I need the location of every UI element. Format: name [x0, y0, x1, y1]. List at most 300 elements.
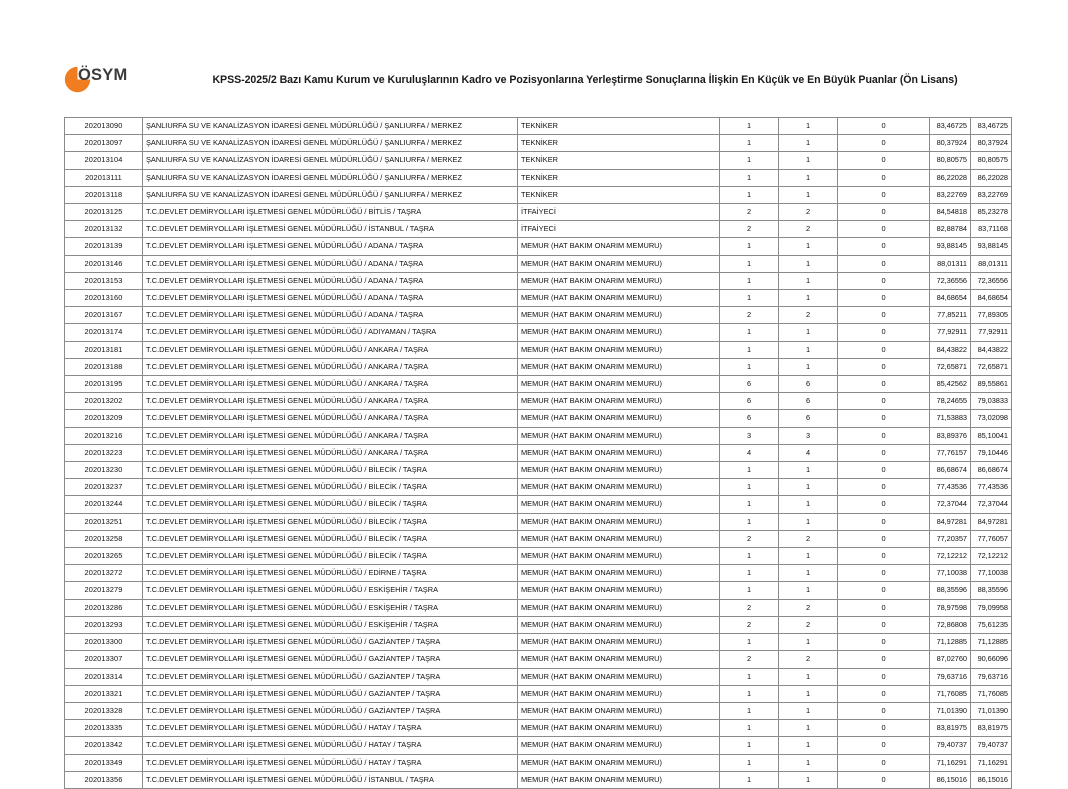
cell-yerlesen: 1: [779, 565, 838, 582]
cell-en-buyuk-puan: 79,09958: [971, 599, 1012, 616]
cell-yerlesen: 3: [779, 427, 838, 444]
cell-kurum: T.C.DEVLET DEMİRYOLLARI İŞLETMESİ GENEL MÜDÜRLÜĞÜ / BİLECİK / TAŞRA: [143, 530, 518, 547]
cell-kod: 202013216: [65, 427, 143, 444]
document-header: [0, 56, 1068, 106]
cell-kontenjan: 6: [720, 410, 779, 427]
cell-kontenjan: 4: [720, 444, 779, 461]
cell-bos: 0: [838, 324, 930, 341]
cell-unvan: MEMUR (HAT BAKIM ONARIM MEMURU): [518, 496, 720, 513]
cell-yerlesen: 1: [779, 135, 838, 152]
cell-bos: 0: [838, 685, 930, 702]
table-row: [65, 186, 1012, 203]
results-table-body: [65, 118, 1012, 789]
cell-unvan: MEMUR (HAT BAKIM ONARIM MEMURU): [518, 376, 720, 393]
cell-kurum: T.C.DEVLET DEMİRYOLLARI İŞLETMESİ GENEL MÜDÜRLÜĞÜ / ANKARA / TAŞRA: [143, 376, 518, 393]
cell-en-buyuk-puan: 88,01311: [971, 255, 1012, 272]
cell-bos: 0: [838, 634, 930, 651]
cell-en-kucuk-puan: 71,16291: [930, 754, 971, 771]
cell-kontenjan: 1: [720, 152, 779, 169]
cell-en-buyuk-puan: 77,89305: [971, 307, 1012, 324]
cell-yerlesen: 1: [779, 668, 838, 685]
table-row: [65, 599, 1012, 616]
table-row: [65, 565, 1012, 582]
cell-en-buyuk-puan: 72,36556: [971, 272, 1012, 289]
cell-kod: 202013314: [65, 668, 143, 685]
cell-unvan: TEKNİKER: [518, 135, 720, 152]
cell-unvan: İTFAİYECİ: [518, 221, 720, 238]
table-row: [65, 324, 1012, 341]
cell-en-buyuk-puan: 72,37044: [971, 496, 1012, 513]
cell-kurum: ŞANLIURFA SU VE KANALİZASYON İDARESİ GENEL MÜDÜRLÜĞÜ / ŞANLIURFA / MERKEZ: [143, 169, 518, 186]
cell-unvan: MEMUR (HAT BAKIM ONARIM MEMURU): [518, 771, 720, 788]
cell-unvan: MEMUR (HAT BAKIM ONARIM MEMURU): [518, 462, 720, 479]
cell-kurum: T.C.DEVLET DEMİRYOLLARI İŞLETMESİ GENEL MÜDÜRLÜĞÜ / ANKARA / TAŞRA: [143, 410, 518, 427]
table-row: [65, 255, 1012, 272]
cell-kod: 202013237: [65, 479, 143, 496]
cell-kod: 202013146: [65, 255, 143, 272]
cell-unvan: TEKNİKER: [518, 152, 720, 169]
cell-yerlesen: 1: [779, 702, 838, 719]
cell-kod: 202013174: [65, 324, 143, 341]
cell-unvan: TEKNİKER: [518, 169, 720, 186]
cell-yerlesen: 1: [779, 754, 838, 771]
cell-kurum: T.C.DEVLET DEMİRYOLLARI İŞLETMESİ GENEL MÜDÜRLÜĞÜ / GAZİANTEP / TAŞRA: [143, 634, 518, 651]
table-row: [65, 376, 1012, 393]
cell-en-kucuk-puan: 77,43536: [930, 479, 971, 496]
cell-kurum: T.C.DEVLET DEMİRYOLLARI İŞLETMESİ GENEL MÜDÜRLÜĞÜ / ANKARA / TAŞRA: [143, 444, 518, 461]
cell-yerlesen: 4: [779, 444, 838, 461]
cell-en-kucuk-puan: 86,68674: [930, 462, 971, 479]
cell-kod: 202013335: [65, 720, 143, 737]
cell-kurum: T.C.DEVLET DEMİRYOLLARI İŞLETMESİ GENEL MÜDÜRLÜĞÜ / HATAY / TAŞRA: [143, 737, 518, 754]
cell-en-buyuk-puan: 79,03833: [971, 393, 1012, 410]
cell-unvan: MEMUR (HAT BAKIM ONARIM MEMURU): [518, 737, 720, 754]
cell-kod: 202013230: [65, 462, 143, 479]
cell-kontenjan: 1: [720, 754, 779, 771]
cell-yerlesen: 1: [779, 513, 838, 530]
cell-kurum: T.C.DEVLET DEMİRYOLLARI İŞLETMESİ GENEL MÜDÜRLÜĞÜ / GAZİANTEP / TAŞRA: [143, 668, 518, 685]
cell-kod: 202013090: [65, 118, 143, 135]
cell-kontenjan: 1: [720, 479, 779, 496]
cell-bos: 0: [838, 668, 930, 685]
table-row: [65, 496, 1012, 513]
cell-en-kucuk-puan: 71,12885: [930, 634, 971, 651]
cell-en-kucuk-puan: 87,02760: [930, 651, 971, 668]
cell-kod: 202013167: [65, 307, 143, 324]
cell-bos: 0: [838, 616, 930, 633]
cell-kod: 202013349: [65, 754, 143, 771]
cell-kontenjan: 1: [720, 358, 779, 375]
cell-kod: 202013118: [65, 186, 143, 203]
cell-en-kucuk-puan: 80,80575: [930, 152, 971, 169]
cell-en-kucuk-puan: 77,92911: [930, 324, 971, 341]
cell-kod: 202013328: [65, 702, 143, 719]
cell-kod: 202013223: [65, 444, 143, 461]
cell-en-kucuk-puan: 86,15016: [930, 771, 971, 788]
cell-kod: 202013265: [65, 548, 143, 565]
cell-en-buyuk-puan: 83,22769: [971, 186, 1012, 203]
cell-kod: 202013111: [65, 169, 143, 186]
cell-yerlesen: 2: [779, 616, 838, 633]
cell-kod: 202013244: [65, 496, 143, 513]
cell-kurum: T.C.DEVLET DEMİRYOLLARI İŞLETMESİ GENEL MÜDÜRLÜĞÜ / ANKARA / TAŞRA: [143, 393, 518, 410]
cell-en-kucuk-puan: 85,42562: [930, 376, 971, 393]
cell-kod: 202013307: [65, 651, 143, 668]
cell-kontenjan: 1: [720, 702, 779, 719]
cell-en-kucuk-puan: 71,53883: [930, 410, 971, 427]
cell-kurum: T.C.DEVLET DEMİRYOLLARI İŞLETMESİ GENEL MÜDÜRLÜĞÜ / BİLECİK / TAŞRA: [143, 462, 518, 479]
cell-kontenjan: 1: [720, 737, 779, 754]
cell-unvan: TEKNİKER: [518, 118, 720, 135]
cell-en-buyuk-puan: 77,43536: [971, 479, 1012, 496]
cell-en-kucuk-puan: 86,22028: [930, 169, 971, 186]
cell-kurum: T.C.DEVLET DEMİRYOLLARI İŞLETMESİ GENEL MÜDÜRLÜĞÜ / HATAY / TAŞRA: [143, 720, 518, 737]
table-row: [65, 221, 1012, 238]
cell-kontenjan: 1: [720, 118, 779, 135]
table-row: [65, 548, 1012, 565]
cell-bos: 0: [838, 307, 930, 324]
cell-bos: 0: [838, 358, 930, 375]
cell-bos: 0: [838, 376, 930, 393]
cell-yerlesen: 1: [779, 634, 838, 651]
cell-en-kucuk-puan: 71,76085: [930, 685, 971, 702]
cell-yerlesen: 2: [779, 204, 838, 221]
table-row: [65, 444, 1012, 461]
cell-en-buyuk-puan: 84,97281: [971, 513, 1012, 530]
cell-en-buyuk-puan: 90,66096: [971, 651, 1012, 668]
cell-kurum: T.C.DEVLET DEMİRYOLLARI İŞLETMESİ GENEL MÜDÜRLÜĞÜ / ESKİŞEHİR / TAŞRA: [143, 582, 518, 599]
cell-kontenjan: 2: [720, 651, 779, 668]
cell-bos: 0: [838, 255, 930, 272]
cell-kontenjan: 1: [720, 290, 779, 307]
cell-kod: 202013104: [65, 152, 143, 169]
cell-en-buyuk-puan: 86,22028: [971, 169, 1012, 186]
cell-kontenjan: 1: [720, 169, 779, 186]
cell-kod: 202013202: [65, 393, 143, 410]
cell-yerlesen: 1: [779, 238, 838, 255]
cell-unvan: MEMUR (HAT BAKIM ONARIM MEMURU): [518, 358, 720, 375]
cell-unvan: MEMUR (HAT BAKIM ONARIM MEMURU): [518, 548, 720, 565]
table-row: [65, 427, 1012, 444]
cell-kurum: T.C.DEVLET DEMİRYOLLARI İŞLETMESİ GENEL MÜDÜRLÜĞÜ / ADANA / TAŞRA: [143, 307, 518, 324]
table-row: [65, 118, 1012, 135]
cell-bos: 0: [838, 204, 930, 221]
cell-bos: 0: [838, 341, 930, 358]
cell-bos: 0: [838, 393, 930, 410]
cell-bos: 0: [838, 290, 930, 307]
cell-unvan: MEMUR (HAT BAKIM ONARIM MEMURU): [518, 720, 720, 737]
cell-yerlesen: 2: [779, 221, 838, 238]
cell-kurum: T.C.DEVLET DEMİRYOLLARI İŞLETMESİ GENEL MÜDÜRLÜĞÜ / BİLECİK / TAŞRA: [143, 479, 518, 496]
cell-kod: 202013300: [65, 634, 143, 651]
cell-kod: 202013321: [65, 685, 143, 702]
cell-kurum: ŞANLIURFA SU VE KANALİZASYON İDARESİ GENEL MÜDÜRLÜĞÜ / ŞANLIURFA / MERKEZ: [143, 118, 518, 135]
cell-en-buyuk-puan: 84,68654: [971, 290, 1012, 307]
cell-yerlesen: 1: [779, 496, 838, 513]
cell-yerlesen: 1: [779, 169, 838, 186]
cell-unvan: MEMUR (HAT BAKIM ONARIM MEMURU): [518, 634, 720, 651]
table-row: [65, 685, 1012, 702]
cell-kontenjan: 1: [720, 496, 779, 513]
cell-bos: 0: [838, 118, 930, 135]
cell-kod: 202013356: [65, 771, 143, 788]
osym-logo-text: ÖSYM: [78, 66, 128, 84]
cell-en-buyuk-puan: 77,92911: [971, 324, 1012, 341]
table-row: [65, 135, 1012, 152]
cell-yerlesen: 1: [779, 186, 838, 203]
cell-kod: 202013097: [65, 135, 143, 152]
cell-kod: 202013125: [65, 204, 143, 221]
cell-en-buyuk-puan: 72,12212: [971, 548, 1012, 565]
cell-yerlesen: 1: [779, 479, 838, 496]
cell-kurum: T.C.DEVLET DEMİRYOLLARI İŞLETMESİ GENEL MÜDÜRLÜĞÜ / BİLECİK / TAŞRA: [143, 496, 518, 513]
cell-kod: 202013153: [65, 272, 143, 289]
cell-kontenjan: 1: [720, 255, 779, 272]
table-row: [65, 737, 1012, 754]
cell-kontenjan: 3: [720, 427, 779, 444]
cell-kod: 202013132: [65, 221, 143, 238]
cell-kurum: T.C.DEVLET DEMİRYOLLARI İŞLETMESİ GENEL MÜDÜRLÜĞÜ / HATAY / TAŞRA: [143, 754, 518, 771]
cell-en-buyuk-puan: 71,16291: [971, 754, 1012, 771]
cell-unvan: MEMUR (HAT BAKIM ONARIM MEMURU): [518, 513, 720, 530]
cell-kod: 202013209: [65, 410, 143, 427]
cell-kontenjan: 1: [720, 513, 779, 530]
cell-yerlesen: 1: [779, 341, 838, 358]
cell-kurum: T.C.DEVLET DEMİRYOLLARI İŞLETMESİ GENEL MÜDÜRLÜĞÜ / BİTLİS / TAŞRA: [143, 204, 518, 221]
cell-kurum: T.C.DEVLET DEMİRYOLLARI İŞLETMESİ GENEL MÜDÜRLÜĞÜ / İSTANBUL / TAŞRA: [143, 771, 518, 788]
cell-bos: 0: [838, 720, 930, 737]
cell-unvan: MEMUR (HAT BAKIM ONARIM MEMURU): [518, 307, 720, 324]
cell-en-buyuk-puan: 71,12885: [971, 634, 1012, 651]
table-row: [65, 702, 1012, 719]
cell-kurum: T.C.DEVLET DEMİRYOLLARI İŞLETMESİ GENEL MÜDÜRLÜĞÜ / ADANA / TAŞRA: [143, 255, 518, 272]
cell-unvan: MEMUR (HAT BAKIM ONARIM MEMURU): [518, 530, 720, 547]
cell-kurum: T.C.DEVLET DEMİRYOLLARI İŞLETMESİ GENEL MÜDÜRLÜĞÜ / ADANA / TAŞRA: [143, 290, 518, 307]
cell-yerlesen: 1: [779, 771, 838, 788]
cell-yerlesen: 1: [779, 118, 838, 135]
cell-en-kucuk-puan: 79,63716: [930, 668, 971, 685]
cell-en-kucuk-puan: 72,37044: [930, 496, 971, 513]
cell-bos: 0: [838, 221, 930, 238]
cell-bos: 0: [838, 410, 930, 427]
cell-en-buyuk-puan: 71,01390: [971, 702, 1012, 719]
cell-kurum: T.C.DEVLET DEMİRYOLLARI İŞLETMESİ GENEL MÜDÜRLÜĞÜ / BİLECİK / TAŞRA: [143, 513, 518, 530]
cell-en-kucuk-puan: 82,88784: [930, 221, 971, 238]
cell-kontenjan: 1: [720, 462, 779, 479]
cell-en-buyuk-puan: 86,68674: [971, 462, 1012, 479]
cell-yerlesen: 2: [779, 530, 838, 547]
cell-en-buyuk-puan: 86,15016: [971, 771, 1012, 788]
cell-kontenjan: 1: [720, 685, 779, 702]
cell-en-kucuk-puan: 88,01311: [930, 255, 971, 272]
cell-kontenjan: 1: [720, 272, 779, 289]
table-row: [65, 651, 1012, 668]
table-row: [65, 290, 1012, 307]
osym-logo: [64, 60, 150, 98]
cell-bos: 0: [838, 513, 930, 530]
cell-unvan: TEKNİKER: [518, 186, 720, 203]
cell-unvan: MEMUR (HAT BAKIM ONARIM MEMURU): [518, 290, 720, 307]
cell-yerlesen: 1: [779, 152, 838, 169]
cell-kontenjan: 1: [720, 186, 779, 203]
results-table: [64, 117, 1012, 789]
cell-bos: 0: [838, 427, 930, 444]
cell-en-buyuk-puan: 88,35596: [971, 582, 1012, 599]
cell-en-kucuk-puan: 72,65871: [930, 358, 971, 375]
cell-en-kucuk-puan: 72,36556: [930, 272, 971, 289]
cell-kontenjan: 1: [720, 238, 779, 255]
cell-kod: 202013279: [65, 582, 143, 599]
table-row: [65, 358, 1012, 375]
cell-unvan: MEMUR (HAT BAKIM ONARIM MEMURU): [518, 754, 720, 771]
cell-unvan: MEMUR (HAT BAKIM ONARIM MEMURU): [518, 255, 720, 272]
cell-kontenjan: 2: [720, 599, 779, 616]
cell-en-kucuk-puan: 84,43822: [930, 341, 971, 358]
cell-en-kucuk-puan: 83,89376: [930, 427, 971, 444]
cell-en-kucuk-puan: 77,76157: [930, 444, 971, 461]
cell-yerlesen: 2: [779, 307, 838, 324]
table-row: [65, 582, 1012, 599]
cell-unvan: MEMUR (HAT BAKIM ONARIM MEMURU): [518, 393, 720, 410]
cell-unvan: MEMUR (HAT BAKIM ONARIM MEMURU): [518, 599, 720, 616]
cell-unvan: MEMUR (HAT BAKIM ONARIM MEMURU): [518, 565, 720, 582]
table-row: [65, 238, 1012, 255]
cell-en-kucuk-puan: 83,46725: [930, 118, 971, 135]
table-row: [65, 169, 1012, 186]
cell-en-buyuk-puan: 93,88145: [971, 238, 1012, 255]
cell-bos: 0: [838, 444, 930, 461]
cell-en-kucuk-puan: 88,35596: [930, 582, 971, 599]
table-row: [65, 720, 1012, 737]
cell-unvan: MEMUR (HAT BAKIM ONARIM MEMURU): [518, 651, 720, 668]
cell-kod: 202013188: [65, 358, 143, 375]
cell-kontenjan: 6: [720, 393, 779, 410]
cell-en-kucuk-puan: 72,12212: [930, 548, 971, 565]
table-row: [65, 272, 1012, 289]
cell-bos: 0: [838, 702, 930, 719]
cell-en-kucuk-puan: 72,86808: [930, 616, 971, 633]
cell-kontenjan: 1: [720, 565, 779, 582]
cell-bos: 0: [838, 565, 930, 582]
cell-unvan: MEMUR (HAT BAKIM ONARIM MEMURU): [518, 685, 720, 702]
cell-en-kucuk-puan: 78,24655: [930, 393, 971, 410]
cell-yerlesen: 6: [779, 376, 838, 393]
cell-kurum: T.C.DEVLET DEMİRYOLLARI İŞLETMESİ GENEL MÜDÜRLÜĞÜ / ESKİŞEHİR / TAŞRA: [143, 599, 518, 616]
cell-en-buyuk-puan: 75,61235: [971, 616, 1012, 633]
page-title: KPSS-2025/2 Bazı Kamu Kurum ve Kuruluşlarının Kadro ve Pozisyonlarına Yerleştirme Sonuçlarına İlişkin En Küçük ve En Büyük Puanlar (Ön Lisans): [212, 74, 958, 86]
cell-kod: 202013251: [65, 513, 143, 530]
table-row: [65, 307, 1012, 324]
cell-bos: 0: [838, 496, 930, 513]
table-row: [65, 410, 1012, 427]
cell-kurum: T.C.DEVLET DEMİRYOLLARI İŞLETMESİ GENEL MÜDÜRLÜĞÜ / ANKARA / TAŞRA: [143, 427, 518, 444]
cell-kurum: T.C.DEVLET DEMİRYOLLARI İŞLETMESİ GENEL MÜDÜRLÜĞÜ / GAZİANTEP / TAŞRA: [143, 685, 518, 702]
cell-kod: 202013195: [65, 376, 143, 393]
cell-en-kucuk-puan: 84,68654: [930, 290, 971, 307]
cell-yerlesen: 2: [779, 651, 838, 668]
results-table-container: [64, 117, 1008, 789]
cell-unvan: MEMUR (HAT BAKIM ONARIM MEMURU): [518, 341, 720, 358]
cell-yerlesen: 6: [779, 410, 838, 427]
cell-yerlesen: 1: [779, 358, 838, 375]
cell-kontenjan: 1: [720, 668, 779, 685]
cell-en-kucuk-puan: 79,40737: [930, 737, 971, 754]
cell-kontenjan: 1: [720, 548, 779, 565]
cell-en-buyuk-puan: 80,80575: [971, 152, 1012, 169]
cell-kontenjan: 2: [720, 221, 779, 238]
cell-en-kucuk-puan: 84,97281: [930, 513, 971, 530]
cell-kurum: ŞANLIURFA SU VE KANALİZASYON İDARESİ GENEL MÜDÜRLÜĞÜ / ŞANLIURFA / MERKEZ: [143, 186, 518, 203]
cell-bos: 0: [838, 754, 930, 771]
cell-en-buyuk-puan: 83,81975: [971, 720, 1012, 737]
cell-unvan: MEMUR (HAT BAKIM ONARIM MEMURU): [518, 444, 720, 461]
cell-bos: 0: [838, 582, 930, 599]
cell-kod: 202013160: [65, 290, 143, 307]
cell-en-buyuk-puan: 84,43822: [971, 341, 1012, 358]
cell-en-kucuk-puan: 84,54818: [930, 204, 971, 221]
table-row: [65, 152, 1012, 169]
cell-en-kucuk-puan: 83,22769: [930, 186, 971, 203]
cell-en-kucuk-puan: 83,81975: [930, 720, 971, 737]
cell-kontenjan: 1: [720, 771, 779, 788]
cell-yerlesen: 2: [779, 599, 838, 616]
cell-kurum: T.C.DEVLET DEMİRYOLLARI İŞLETMESİ GENEL MÜDÜRLÜĞÜ / ANKARA / TAŞRA: [143, 358, 518, 375]
cell-en-kucuk-puan: 71,01390: [930, 702, 971, 719]
table-row: [65, 462, 1012, 479]
cell-kurum: T.C.DEVLET DEMİRYOLLARI İŞLETMESİ GENEL MÜDÜRLÜĞÜ / ADANA / TAŞRA: [143, 238, 518, 255]
cell-kurum: T.C.DEVLET DEMİRYOLLARI İŞLETMESİ GENEL MÜDÜRLÜĞÜ / İSTANBUL / TAŞRA: [143, 221, 518, 238]
cell-kontenjan: 1: [720, 135, 779, 152]
cell-bos: 0: [838, 462, 930, 479]
cell-bos: 0: [838, 186, 930, 203]
cell-en-buyuk-puan: 89,55861: [971, 376, 1012, 393]
cell-en-buyuk-puan: 71,76085: [971, 685, 1012, 702]
table-row: [65, 513, 1012, 530]
cell-en-buyuk-puan: 77,10038: [971, 565, 1012, 582]
cell-kurum: T.C.DEVLET DEMİRYOLLARI İŞLETMESİ GENEL MÜDÜRLÜĞÜ / ESKİŞEHİR / TAŞRA: [143, 616, 518, 633]
cell-en-buyuk-puan: 85,23278: [971, 204, 1012, 221]
cell-kod: 202013139: [65, 238, 143, 255]
cell-en-buyuk-puan: 83,46725: [971, 118, 1012, 135]
cell-unvan: MEMUR (HAT BAKIM ONARIM MEMURU): [518, 410, 720, 427]
cell-yerlesen: 6: [779, 393, 838, 410]
table-row: [65, 668, 1012, 685]
cell-kontenjan: 2: [720, 616, 779, 633]
cell-bos: 0: [838, 651, 930, 668]
cell-bos: 0: [838, 737, 930, 754]
cell-kod: 202013293: [65, 616, 143, 633]
cell-en-buyuk-puan: 77,76057: [971, 530, 1012, 547]
cell-en-buyuk-puan: 72,65871: [971, 358, 1012, 375]
table-row: [65, 530, 1012, 547]
cell-en-kucuk-puan: 77,20357: [930, 530, 971, 547]
cell-bos: 0: [838, 548, 930, 565]
cell-kontenjan: 1: [720, 582, 779, 599]
table-row: [65, 204, 1012, 221]
table-row: [65, 393, 1012, 410]
cell-kontenjan: 2: [720, 204, 779, 221]
cell-kod: 202013258: [65, 530, 143, 547]
cell-unvan: MEMUR (HAT BAKIM ONARIM MEMURU): [518, 427, 720, 444]
cell-unvan: MEMUR (HAT BAKIM ONARIM MEMURU): [518, 616, 720, 633]
cell-yerlesen: 1: [779, 720, 838, 737]
cell-bos: 0: [838, 479, 930, 496]
cell-yerlesen: 1: [779, 324, 838, 341]
cell-unvan: MEMUR (HAT BAKIM ONARIM MEMURU): [518, 238, 720, 255]
cell-en-buyuk-puan: 73,02098: [971, 410, 1012, 427]
cell-kontenjan: 2: [720, 307, 779, 324]
table-row: [65, 341, 1012, 358]
